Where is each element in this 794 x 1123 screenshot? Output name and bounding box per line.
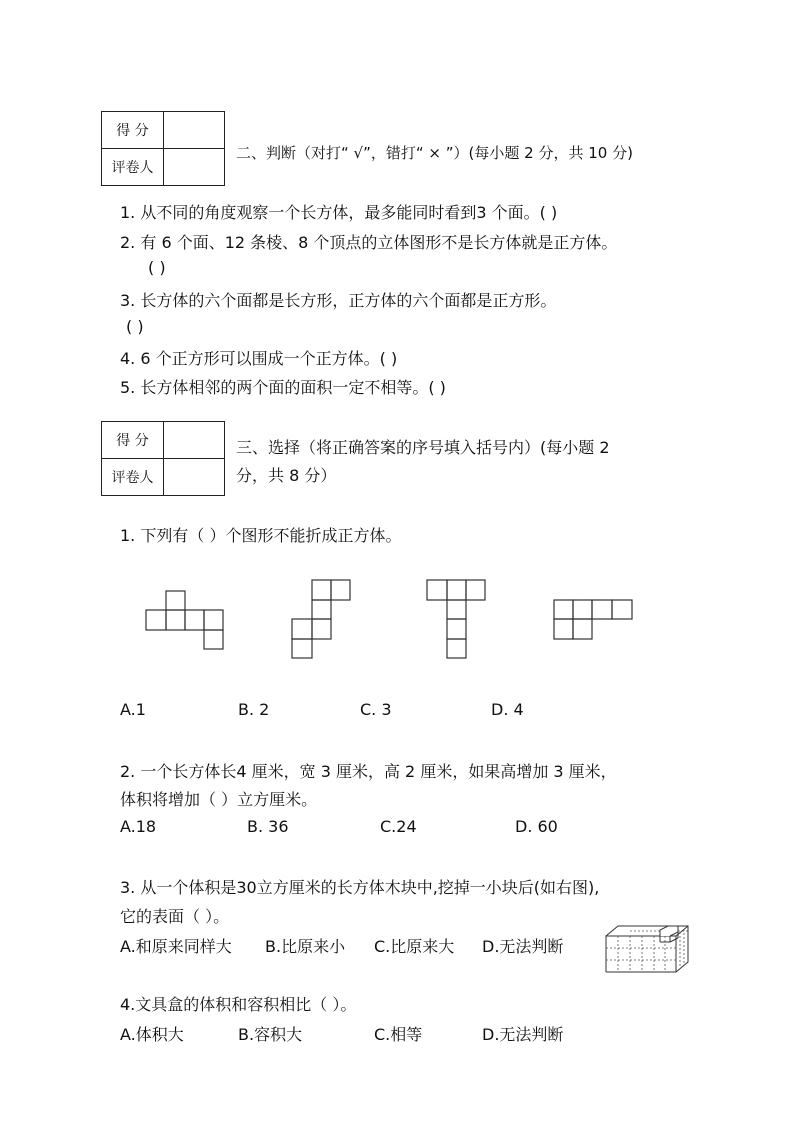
score-label: 得 分 <box>102 112 164 149</box>
q4-option-d: D.无法判断 <box>482 1025 564 1044</box>
q3-stem-line1: 3. 从一个体积是30立方厘米的长方体木块中,挖掉一小块后(如右图), <box>120 878 600 897</box>
section3-title-line2: 分，共 8 分） <box>236 466 337 485</box>
section3-title-line1: 三、选择（将正确答案的序号填入括号内）(每小题 2 <box>236 438 610 457</box>
q3-option-c: C.比原来大 <box>374 937 455 956</box>
judge-item-2: 2. 有 6 个面、12 条棱、8 个顶点的立体图形不是长方体就是正方体。 <box>120 233 618 252</box>
judge-item-5: 5. 长方体相邻的两个面的面积一定不相等。( ) <box>120 378 446 397</box>
score-label: 得 分 <box>102 422 164 459</box>
judge-item-3: 3. 长方体的六个面都是长方形，正方体的六个面都是正方形。 <box>120 291 557 310</box>
cube-net-2-icon <box>292 580 354 660</box>
q3-option-a: A.和原来同样大 <box>120 937 232 956</box>
q2-option-b: B. 36 <box>247 817 289 836</box>
q2-stem-line2: 体积将增加（ ）立方厘米。 <box>120 790 318 809</box>
q3-option-b: B.比原来小 <box>265 937 346 956</box>
score-cell[interactable] <box>164 112 225 149</box>
q3-stem-line2: 它的表面（ ）。 <box>120 907 230 926</box>
judge-item-4: 4. 6 个正方形可以围成一个正方体。( ) <box>120 349 398 368</box>
q2-stem-line1: 2. 一个长方体长4 厘米，宽 3 厘米，高 2 厘米，如果高增加 3 厘米， <box>120 762 617 781</box>
cuboid-with-notch-icon <box>604 924 692 976</box>
section2-title: 二、判断（对打“ √”，错打“ × ”）(每小题 2 分，共 10 分) <box>236 144 633 162</box>
score-table-section2 <box>101 111 225 186</box>
judge-item-1: 1. 从不同的角度观察一个长方体，最多能同时看到3 个面。( ) <box>120 203 558 222</box>
grader-label: 评卷人 <box>102 149 164 186</box>
q2-option-a: A.18 <box>120 817 157 836</box>
q4-option-c: C.相等 <box>374 1025 423 1044</box>
q1-option-a: A.1 <box>120 700 146 719</box>
q1-option-b: B. 2 <box>238 700 270 719</box>
grader-label: 评卷人 <box>102 459 164 496</box>
q1-option-d: D. 4 <box>491 700 524 719</box>
q4-stem: 4.文具盒的体积和容积相比（ ）。 <box>120 995 357 1014</box>
q2-option-c: C.24 <box>380 817 417 836</box>
cube-net-4-icon <box>554 600 636 642</box>
grader-cell[interactable] <box>164 149 225 186</box>
q3-option-d: D.无法判断 <box>482 937 564 956</box>
q2-option-d: D. 60 <box>515 817 558 836</box>
q1-option-c: C. 3 <box>360 700 392 719</box>
grader-cell[interactable] <box>164 459 225 496</box>
cube-net-3-icon <box>427 580 489 660</box>
judge-item-3-blank: ( ) <box>126 317 144 336</box>
q4-option-a: A.体积大 <box>120 1025 184 1044</box>
q4-option-b: B.容积大 <box>238 1025 303 1044</box>
cube-net-1-icon <box>146 591 226 651</box>
score-table-section3 <box>101 421 225 496</box>
judge-item-2-blank: ( ) <box>148 258 166 277</box>
score-cell[interactable] <box>164 422 225 459</box>
q1-stem: 1. 下列有（ ）个图形不能折成正方体。 <box>120 526 402 545</box>
